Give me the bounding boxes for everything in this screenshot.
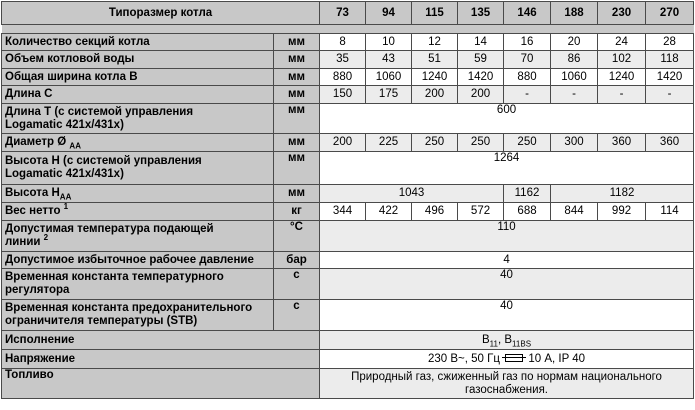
cell-value: 16 bbox=[504, 34, 551, 51]
header-title: Типоразмер котла bbox=[2, 2, 320, 25]
row-label bbox=[2, 134, 274, 152]
row-unit: бар bbox=[274, 252, 320, 269]
cell-value: 40 bbox=[320, 300, 694, 331]
cell-value: 880 bbox=[320, 69, 366, 86]
table-row bbox=[2, 331, 694, 350]
cell-value: 14 bbox=[458, 34, 504, 51]
row-label: Объем котловой воды bbox=[2, 51, 274, 69]
cell-value: 40 bbox=[320, 269, 694, 300]
cell-value: 1420 bbox=[458, 69, 504, 86]
table-row bbox=[2, 350, 694, 369]
label-subscript: АА bbox=[69, 141, 81, 151]
cell-value: 572 bbox=[458, 203, 504, 221]
spacer-row bbox=[2, 25, 694, 34]
row-unit: с bbox=[274, 300, 320, 331]
footnote-mark: 2 bbox=[43, 233, 49, 243]
row-unit: мм bbox=[274, 86, 320, 104]
cell-value: - bbox=[551, 86, 598, 104]
row-label: Допустимое избыточное рабочее давление bbox=[2, 252, 274, 269]
boiler-specs-table bbox=[1, 1, 694, 399]
row-label: Топливо bbox=[2, 369, 320, 399]
row-unit: с bbox=[274, 269, 320, 300]
label-line: Высота Н (с системой управления bbox=[5, 155, 202, 167]
cell-value: 360 bbox=[646, 134, 694, 152]
design-b: В bbox=[504, 333, 513, 346]
cell-value: 200 bbox=[320, 134, 366, 152]
size-230: 230 bbox=[598, 2, 646, 25]
label-line: ограничителя температуры (STB) bbox=[5, 315, 198, 327]
size-135: 135 bbox=[458, 2, 504, 25]
cell-value bbox=[320, 350, 694, 369]
cell-value: - bbox=[504, 86, 551, 104]
row-label bbox=[2, 104, 274, 134]
cell-value: - bbox=[598, 86, 646, 104]
label-line: Logamatic 421x/431x) bbox=[5, 118, 124, 131]
design-separator: , bbox=[497, 333, 505, 346]
table-row bbox=[2, 300, 694, 331]
size-94: 94 bbox=[366, 2, 412, 25]
footnote-mark: 1 bbox=[63, 202, 69, 212]
row-unit: мм bbox=[274, 152, 320, 185]
label-line: Временная константа температурного bbox=[5, 271, 224, 283]
cell-value: 24 bbox=[598, 34, 646, 51]
cell-value: 150 bbox=[320, 86, 366, 104]
row-label bbox=[2, 185, 274, 203]
row-label bbox=[2, 152, 274, 185]
cell-value: 1240 bbox=[598, 69, 646, 86]
cell-value: 28 bbox=[646, 34, 694, 51]
cell-value: 1182 bbox=[551, 185, 694, 203]
row-label: Напряжение bbox=[2, 350, 320, 369]
cell-value: 12 bbox=[412, 34, 458, 51]
label-line: Временная константа предохранительного bbox=[5, 302, 253, 314]
table-row bbox=[2, 134, 694, 152]
table-row bbox=[2, 221, 694, 252]
cell-value: 844 bbox=[551, 203, 598, 221]
cell-value: 118 bbox=[646, 51, 694, 69]
label-line: линии bbox=[5, 236, 41, 248]
row-label: Общая ширина котла В bbox=[2, 69, 274, 86]
row-unit: мм bbox=[274, 134, 320, 152]
header-row bbox=[2, 2, 694, 25]
row-unit: °С bbox=[274, 221, 320, 252]
design-a: В bbox=[482, 333, 490, 346]
row-label bbox=[2, 221, 274, 252]
row-label bbox=[2, 300, 274, 331]
row-label: Длина С bbox=[2, 86, 274, 104]
size-115: 115 bbox=[412, 2, 458, 25]
cell-value: 110 bbox=[320, 221, 694, 252]
cell-value: 600 bbox=[320, 104, 694, 134]
table-row bbox=[2, 269, 694, 300]
cell-value: 422 bbox=[366, 203, 412, 221]
label-text: Диаметр Ø bbox=[5, 136, 67, 148]
row-unit: мм bbox=[274, 104, 320, 134]
cell-value: 86 bbox=[551, 51, 598, 69]
cell-value: 43 bbox=[366, 51, 412, 69]
cell-value: 1060 bbox=[551, 69, 598, 86]
table-row bbox=[2, 185, 694, 203]
spacer bbox=[2, 25, 694, 34]
label-line: Допустимая температура подающей bbox=[5, 223, 214, 235]
cell-value: 250 bbox=[458, 134, 504, 152]
design-b-sub: 11BS bbox=[512, 338, 532, 348]
cell-value: 51 bbox=[412, 51, 458, 69]
row-label bbox=[2, 269, 274, 300]
row-unit: мм bbox=[274, 34, 320, 51]
label-subscript: АА bbox=[59, 192, 72, 202]
cell-value: 4 bbox=[320, 252, 694, 269]
row-label: Количество секций котла bbox=[2, 34, 274, 51]
cell-value: 250 bbox=[412, 134, 458, 152]
size-146: 146 bbox=[504, 2, 551, 25]
cell-value: 1420 bbox=[646, 69, 694, 86]
fuel-line: Природный газ, сжиженный газ по нормам национального bbox=[351, 370, 662, 383]
cell-value: 1043 bbox=[320, 185, 504, 203]
table-row bbox=[2, 203, 694, 221]
cell-value: - bbox=[646, 86, 694, 104]
cell-value bbox=[320, 369, 694, 399]
cell-value: 880 bbox=[504, 69, 551, 86]
design-a-sub: 11 bbox=[489, 338, 498, 348]
table-row bbox=[2, 51, 694, 69]
cell-value: 200 bbox=[412, 86, 458, 104]
table-row bbox=[2, 104, 694, 134]
cell-value: 175 bbox=[366, 86, 412, 104]
cell-value: 8 bbox=[320, 34, 366, 51]
row-unit: кг bbox=[274, 203, 320, 221]
row-unit: мм bbox=[274, 51, 320, 69]
table-row bbox=[2, 86, 694, 104]
table-row bbox=[2, 369, 694, 399]
cell-value: 200 bbox=[458, 86, 504, 104]
cell-value: 35 bbox=[320, 51, 366, 69]
cell-value: 300 bbox=[551, 134, 598, 152]
cell-value: 20 bbox=[551, 34, 598, 51]
cell-value bbox=[320, 331, 694, 350]
cell-value: 59 bbox=[458, 51, 504, 69]
cell-value: 360 bbox=[598, 134, 646, 152]
table-row bbox=[2, 152, 694, 185]
row-label: Исполнение bbox=[2, 331, 320, 350]
cell-value: 344 bbox=[320, 203, 366, 221]
cell-value: 250 bbox=[504, 134, 551, 152]
row-unit: мм bbox=[274, 69, 320, 86]
fuse-spec: 10 А, IP 40 bbox=[528, 352, 586, 365]
label-line: регулятора bbox=[5, 284, 70, 296]
cell-value: 992 bbox=[598, 203, 646, 221]
cell-value: 102 bbox=[598, 51, 646, 69]
label-text: Высота Н bbox=[5, 187, 60, 199]
label-line: Logamatic 421x/431x) bbox=[5, 168, 124, 180]
cell-value: 10 bbox=[366, 34, 412, 51]
label-line: Длина Т (с системой управления bbox=[5, 105, 194, 118]
cell-value: 70 bbox=[504, 51, 551, 69]
table-row bbox=[2, 252, 694, 269]
cell-value: 1264 bbox=[320, 152, 694, 185]
cell-value: 114 bbox=[646, 203, 694, 221]
size-188: 188 bbox=[551, 2, 598, 25]
cell-value: 1060 bbox=[366, 69, 412, 86]
table-row bbox=[2, 34, 694, 51]
table-row bbox=[2, 69, 694, 86]
size-73: 73 bbox=[320, 2, 366, 25]
fuel-line: газоснабжения. bbox=[465, 383, 549, 396]
fuse-icon bbox=[505, 354, 523, 362]
cell-value: 225 bbox=[366, 134, 412, 152]
cell-value: 496 bbox=[412, 203, 458, 221]
size-270: 270 bbox=[646, 2, 694, 25]
voltage-spec: 230 В~, 50 Гц bbox=[427, 352, 500, 365]
row-unit: мм bbox=[274, 185, 320, 203]
cell-value: 1162 bbox=[504, 185, 551, 203]
label-text: Вес нетто bbox=[5, 205, 61, 217]
row-label bbox=[2, 203, 274, 221]
cell-value: 1240 bbox=[412, 69, 458, 86]
cell-value: 688 bbox=[504, 203, 551, 221]
